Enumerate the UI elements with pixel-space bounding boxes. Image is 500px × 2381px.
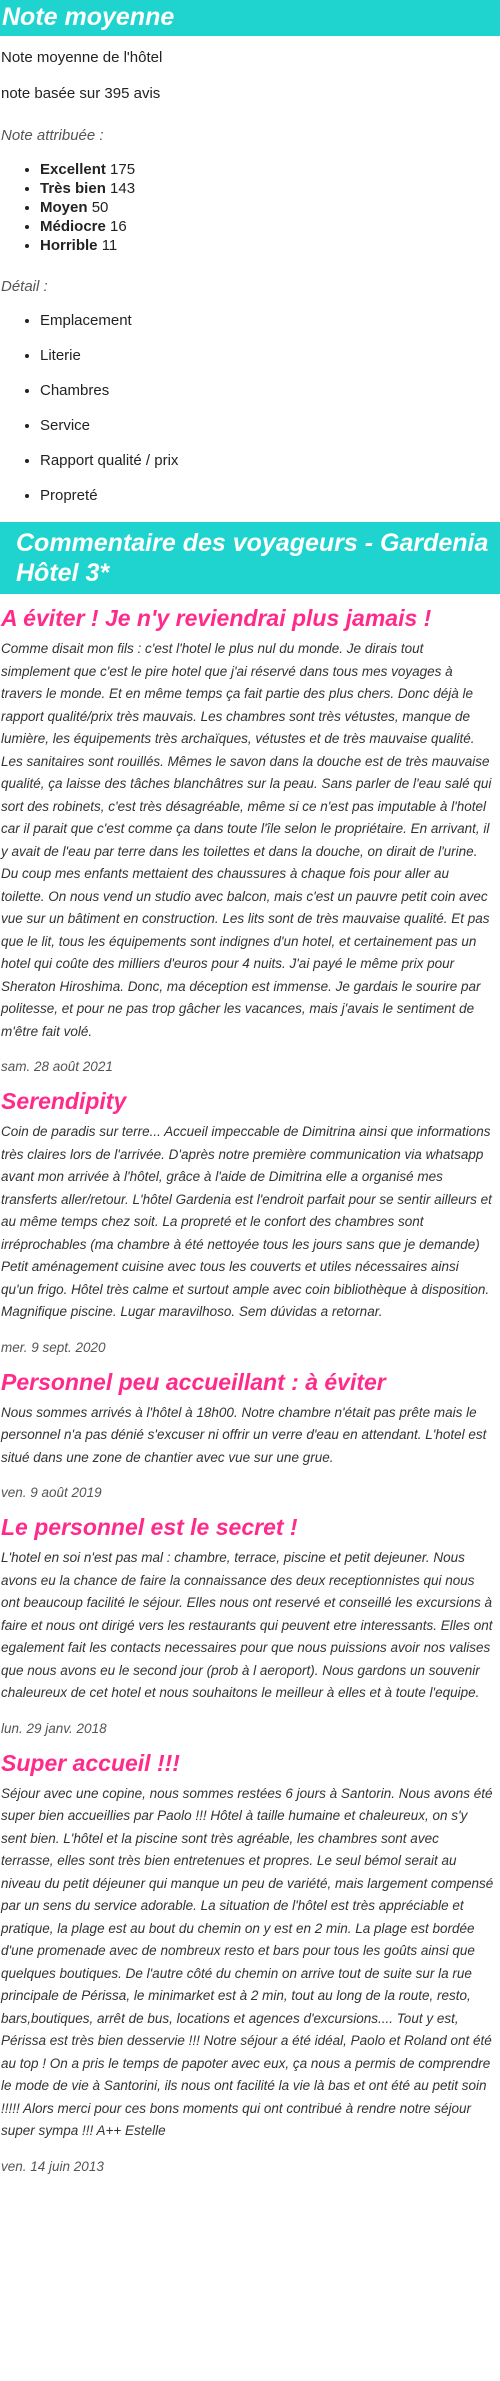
review-text: Comme disait mon fils : c'est l'hotel le plus nul du monde. Je dirais tout simplement que c'est le pire hotel que j'ai réservé dans tous mes voyages à travers le monde. Et en même temps ça fait partie des plus chers. Donc déjà le rapport qualité/prix très mauvais. Les chambres sont très vétustes, manque de lumière, les équipements très archaïques, vétustes et de très mauvaise qualité. Les sanitaires sont rouillés. Mêmes le savon dans la douche est de très mauvaise qualité, ça laisse des tâches blanchâtres sur la peau. Sans parler de l'eau salé qui sort des robinets, c'est très désagréable, même si ce n'est pas imputable à l'hotel car il parait que c'est comme ça dans toute l'île selon le propriétaire. En arrivant, il y avait de l'eau par terre dans les toilettes et dans la douche, on dirait de l'urine. Du coup mes enfants mettaient des chaussures à chaque fois pour aller au toilette. On nous vend un studio avec balcon, mais c'est un pauvre petit coin avec vue sur un bâtiment en construction. Les lits sont de très mauvaise qualité. Et pas que le lit, tous les équipements sont indignes d'un hotel, et certainement pas un hotel qui coûte des milliers d'euros pour 4 nuits. J'ai payé le même prix pour Sheraton Hiroshima. Donc, ma déception est immense. Je gardais le sourire par politesse, et pour ne pas trop gâcher les vacances, mais j'avais le sentiment de m'être fait volé. [1, 641, 492, 1039]
review-title: Le personnel est le secret ! [1, 1514, 298, 1540]
rating-level-excellent [40, 160, 500, 179]
review-count-line: note basée sur 395 avis [1, 85, 161, 102]
rating-level-tres-bien [40, 179, 500, 198]
rating-level-count: 11 [101, 237, 118, 254]
review-date: ven. 9 août 2019 [1, 1485, 102, 1500]
assigned-rating-label: Note attribuée : [1, 127, 104, 144]
detail-criteria-list [0, 311, 500, 506]
rating-level-label: Moyen [40, 199, 88, 216]
detail-item-proprete: • Propreté [40, 486, 500, 506]
rating-level-mediocre [40, 217, 500, 236]
rating-level-horrible [40, 236, 500, 255]
detail-item-chambres: • Chambres [40, 381, 500, 401]
review-card [0, 1087, 500, 1358]
rating-level-label: Très bien [40, 180, 106, 197]
review-card [0, 1749, 500, 2177]
review-date: mer. 9 sept. 2020 [1, 1339, 106, 1355]
review-text: Coin de paradis sur terre... Accueil impeccable de Dimitrina ainsi que informations très claires lors de l'arrivée. D'après notre première communication via whatsapp avant mon arrivée à l'hôtel, grâce à l'aide de Dimitrina elle a organisé mes transferts aller/retour. L'hôtel Gardenia est l'endroit parfait pour se sentir ailleurs et au même temps chez soit. La propreté et le confort des chambres sont irréprochables (ma chambre à été nettoyée tous les jours sans que je demande) Petit aménagement cuisine avec tous les couverts et utiles nécessaires ainsi qu'un frigo. Hôtel très calme et surtout ample avec coin bibliothèque à disposition. Magnifique piscine. Lugar maravilhoso. Sem dúvidas a retornar. [1, 1124, 492, 1319]
review-title: A éviter ! Je n'y reviendrai plus jamais ! [1, 605, 432, 631]
review-date: sam. 28 août 2021 [1, 1059, 113, 1074]
review-title: Personnel peu accueillant : à éviter [1, 1368, 386, 1395]
rating-level-moyen [40, 198, 500, 217]
comments-heading: Commentaire des voyageurs - Gardenia Hôtel 3* [0, 522, 500, 594]
rating-level-count: 175 [110, 161, 136, 178]
hotel-rating-line: Note moyenne de l'hôtel [1, 49, 163, 66]
review-text: Séjour avec une copine, nous sommes restées 6 jours à Santorin. Nous avons été super bien accueillies par Paolo !!! Hôtel à taille humaine et chaleureux, on s'y sent bien. L'hôtel et la piscine sont très agréable, les chambres sont avec terrasse, elles sont très bien entretenues et propres. Le seul bémol serait au niveau du petit déjeuner qui manque un peu de variété, mais largement compensé par un sens du service adorable. La situation de l'hôtel est très appréciable et pratique, la plage est au bout du chemin on y est en 2 min. La plage est bordée d'une promenade avec de nombreux resto et bars pour tous les goûts ainsi que quelques boutiques. De l'autre côté du chemin on arrive tout de suite sur la rue principale de Périssa, le minimarket est à 2 min, tout au long de la route, resto, bars,boutiques, arrêt de bus, locations et agences d'excursions.... Tout y est, Périssa est très bien desservie !!! Notre séjour a été idéal, Paolo et Roland ont été au top ! On a pris le temps de papoter avec eux, ça nous a permis de comprendre le mode de vie à Santorini, ils nous ont facilité la vie là bas et ont été au petit soin !!!!! Alors merci pour ces bons moments qui ont contribué à rendre notre séjour super sympa !!! A++ Estelle [1, 1785, 494, 2138]
rating-heading: Note moyenne [0, 0, 500, 36]
rating-level-label: Horrible [40, 237, 98, 254]
review-text: Nous sommes arrivés à l'hôtel à 18h00. Notre chambre n'était pas prête mais le personnel n'a pas dénié s'excuser ni offrir un verre d'eau en attendant. L'hotel est situé dans une zone de chantier avec vue sur une grue. [1, 1404, 487, 1465]
review-card [0, 1368, 500, 1504]
detail-item-rapport-qualite-prix: • Rapport qualité / prix [40, 451, 500, 471]
review-card [0, 604, 500, 1077]
rating-level-label: Médiocre [40, 218, 106, 235]
rating-level-count: 143 [110, 180, 136, 197]
rating-level-count: 16 [110, 218, 127, 235]
rating-level-label: Excellent [40, 161, 106, 178]
review-title: Serendipity [1, 1088, 127, 1114]
review-date: lun. 29 janv. 2018 [1, 1720, 107, 1736]
review-text: L'hotel en soi n'est pas mal : chambre, terrace, piscine et petit dejeuner. Nous avons eu la chance de faire la connaissance des deux receptionnistes qui nous ont beaucoup facilité le séjour. Elles nous ont reservé et conseillé les excursions à faire et nous ont dirigé vers les restaurants qui peuvent etre interessants. Elles ont egalement fait les contacts necessaires pour que nous puissions avoir nos valises que nous avons eu le second jour (prob à l aeroport). Nous gardons un souvenir chaleureux de cet hotel et nous souhaitons le meilleur à elles et à toute l'equipe. [1, 1550, 493, 1700]
detail-item-emplacement: • Emplacement [40, 311, 500, 331]
rating-level-count: 50 [91, 199, 109, 216]
review-card [0, 1513, 500, 1739]
detail-item-service: • Service [40, 416, 500, 436]
rating-breakdown-list [0, 160, 500, 255]
review-date: ven. 14 juin 2013 [1, 2158, 104, 2174]
review-title: Super accueil !!! [1, 1749, 180, 1776]
detail-label: Détail : [1, 278, 48, 295]
detail-item-literie: • Literie [40, 346, 500, 366]
